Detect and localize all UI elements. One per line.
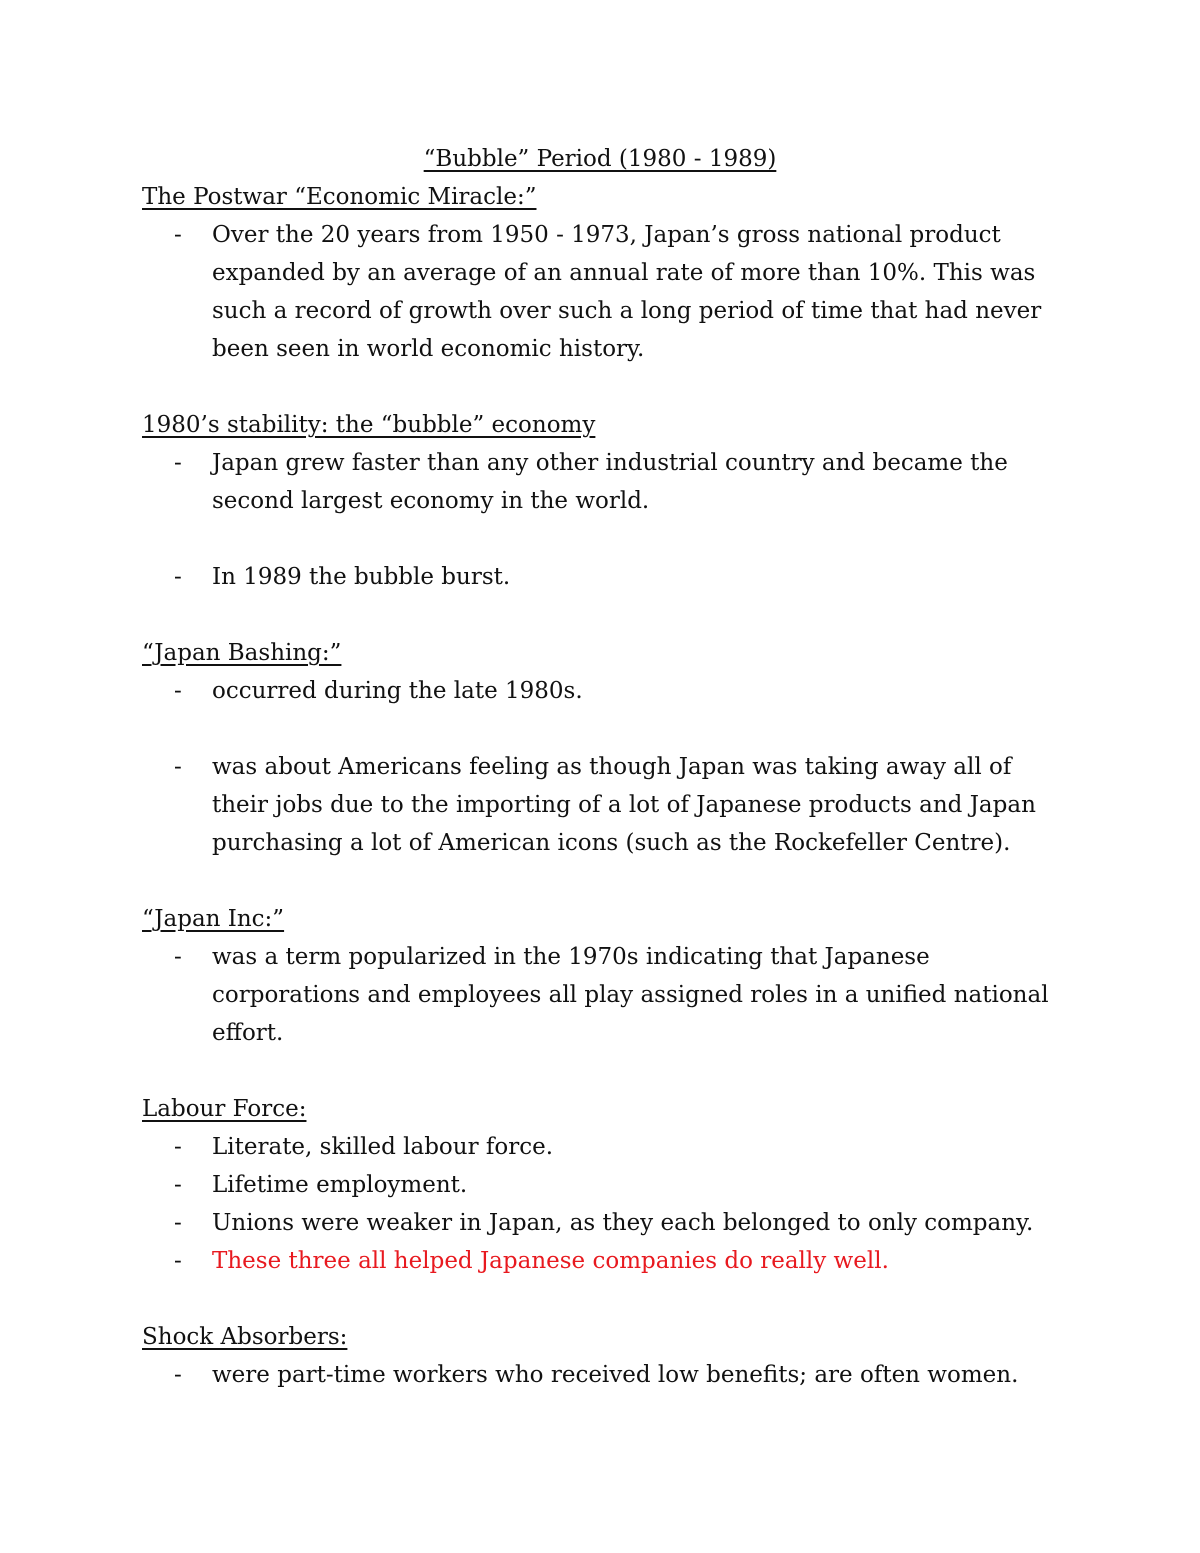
bullet-item xyxy=(142,1204,1062,1242)
bullet-list xyxy=(142,216,1062,368)
bullet-item xyxy=(142,1356,1062,1394)
bullet-text: Unions were weaker in Japan, as they each belonged to only company. xyxy=(212,1210,1034,1236)
bullet-dash: - xyxy=(174,1134,182,1160)
bullet-text: In 1989 the bubble burst. xyxy=(212,564,511,590)
bullet-text: were part-time workers who received low benefits; are often women. xyxy=(212,1362,1019,1388)
section-heading: “Japan Inc:” xyxy=(142,906,285,932)
bullet-dash: - xyxy=(174,678,182,704)
bullet-dash: - xyxy=(174,944,182,970)
page-title: “Bubble” Period (1980 - 1989) xyxy=(423,146,777,172)
bullet-text-highlighted: These three all helped Japanese companies do really well. xyxy=(212,1248,889,1274)
bullet-item xyxy=(142,672,1062,710)
bullet-text: Lifetime employment. xyxy=(212,1172,468,1198)
section-heading: 1980’s stability: the “bubble” economy xyxy=(142,412,596,438)
bullet-dash: - xyxy=(174,450,182,476)
bullet-item xyxy=(142,748,1062,862)
section-shock-absorbers xyxy=(142,1318,1062,1394)
bullet-item xyxy=(142,1128,1062,1166)
bullet-text: Japan grew faster than any other industrial country and became the second largest economy in the world. xyxy=(212,450,1008,514)
section-labour-force xyxy=(142,1090,1062,1280)
bullet-text: Literate, skilled labour force. xyxy=(212,1134,554,1160)
bullet-dash: - xyxy=(174,754,182,780)
bullet-item xyxy=(142,444,1062,520)
bullet-text: occurred during the late 1980s. xyxy=(212,678,583,704)
bullet-item xyxy=(142,938,1062,1052)
section-1980s-stability xyxy=(142,406,1062,596)
bullet-text: Over the 20 years from 1950 - 1973, Japan’s gross national product expanded by an average of an annual rate of more than 10%. This was such a record of growth over such a long period of time that had never been seen in world economic history. xyxy=(212,222,1042,362)
bullet-item xyxy=(142,558,1062,596)
bullet-text: was a term popularized in the 1970s indicating that Japanese corporations and employees all play assigned roles in a unified national effort. xyxy=(212,944,1049,1046)
bullet-dash: - xyxy=(174,222,182,248)
bullet-list xyxy=(142,1356,1062,1394)
section-heading: Labour Force: xyxy=(142,1096,307,1122)
bullet-text: was about Americans feeling as though Japan was taking away all of their jobs due to the importing of a lot of Japanese products and Japan purchasing a lot of American icons (such as the Rockefeller Centre). xyxy=(212,754,1036,856)
bullet-list xyxy=(142,672,1062,862)
bullet-dash: - xyxy=(174,1248,182,1274)
bullet-dash: - xyxy=(174,1172,182,1198)
bullet-list xyxy=(142,938,1062,1052)
section-postwar-economic-miracle xyxy=(142,178,1062,368)
bullet-dash: - xyxy=(174,1210,182,1236)
bullet-item-highlighted xyxy=(142,1242,1062,1280)
section-japan-inc xyxy=(142,900,1062,1052)
bullet-list xyxy=(142,444,1062,596)
document-body xyxy=(142,178,1062,1432)
section-japan-bashing xyxy=(142,634,1062,862)
section-heading: The Postwar “Economic Miracle:” xyxy=(142,184,537,210)
section-heading: “Japan Bashing:” xyxy=(142,640,342,666)
bullet-list xyxy=(142,1128,1062,1280)
section-heading: Shock Absorbers: xyxy=(142,1324,348,1350)
bullet-item xyxy=(142,1166,1062,1204)
bullet-dash: - xyxy=(174,1362,182,1388)
bullet-dash: - xyxy=(174,564,182,590)
bullet-item xyxy=(142,216,1062,368)
